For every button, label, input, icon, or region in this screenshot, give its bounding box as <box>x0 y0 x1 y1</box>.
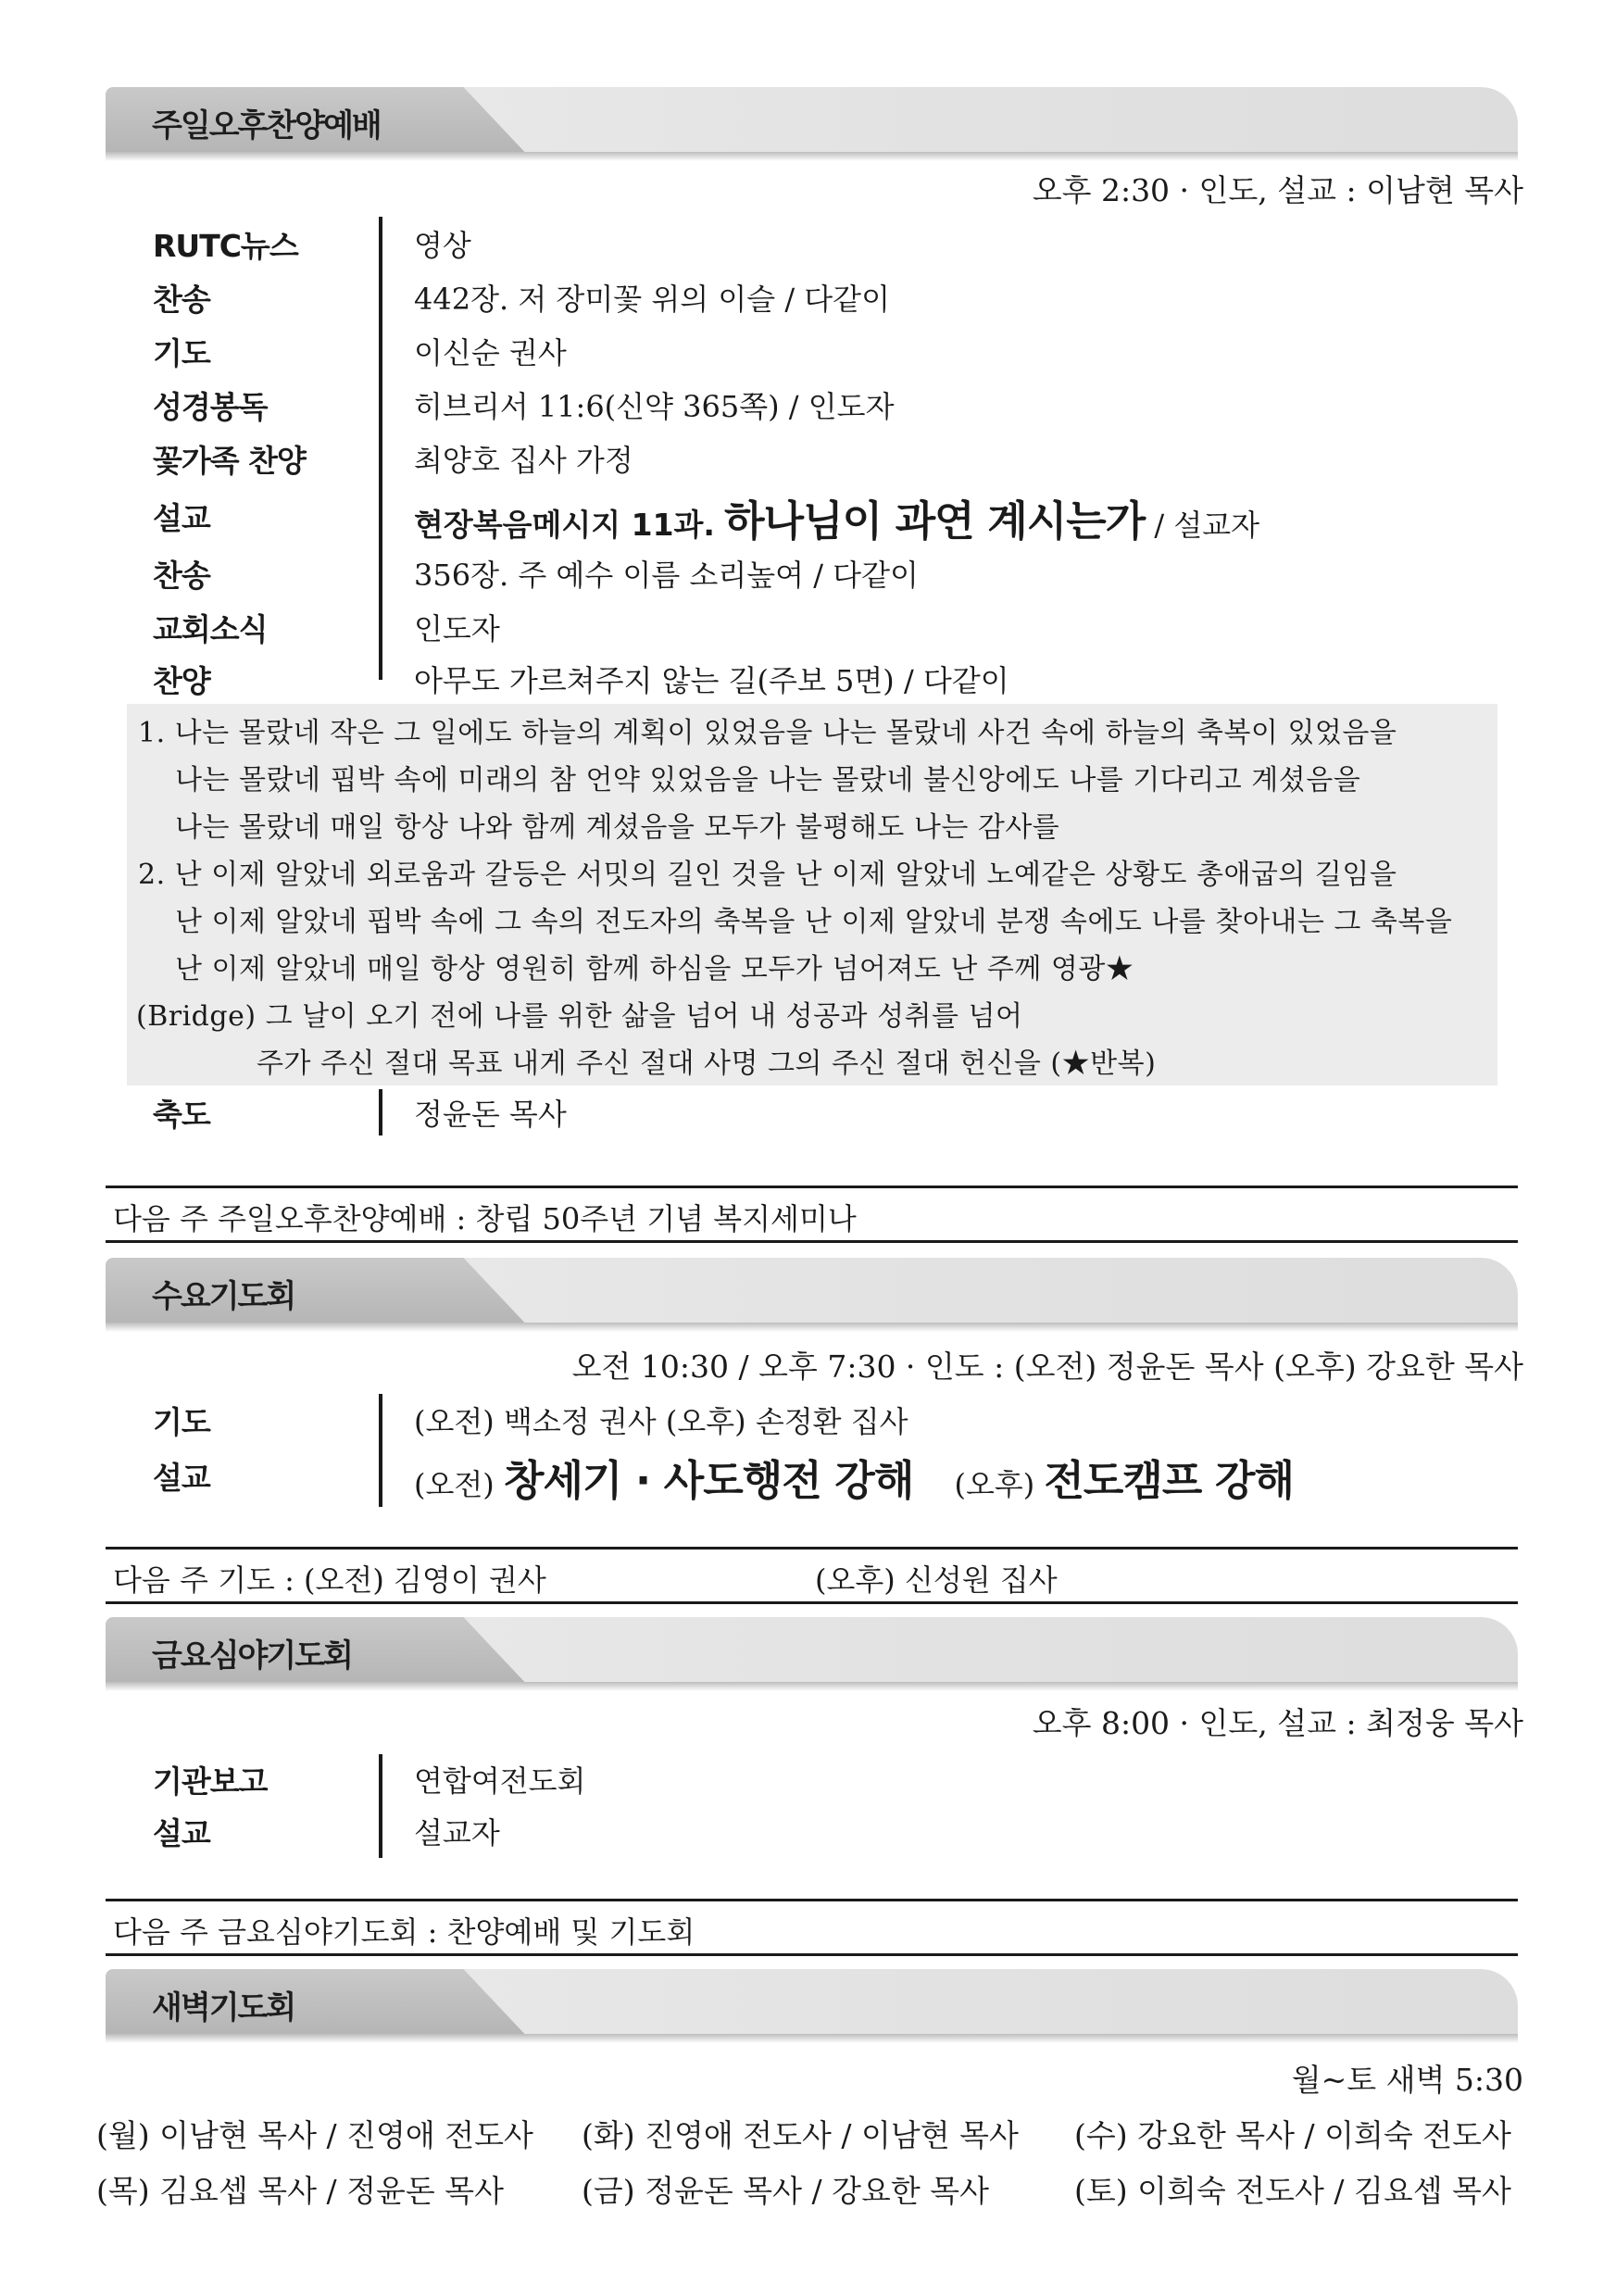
program-value: (오전) 백소정 권사 (오후) 손정환 집사 <box>414 1404 908 1439</box>
program-row <box>153 376 1505 428</box>
program-label: 꽃가족 찬양 <box>153 443 306 479</box>
program-value: 최양호 집사 가정 <box>414 443 633 478</box>
pm-sermon-title: 전도캠프 강해 <box>1044 1456 1294 1505</box>
program-value: 정윤돈 목사 <box>414 1097 567 1132</box>
dawn-entry: (목) 김요셉 목사 / 정윤돈 목사 <box>96 2173 504 2209</box>
program-label: 기도 <box>153 1404 210 1440</box>
lyrics-line: 나는 몰랐네 핍박 속에 미래의 참 언약 있었음을 나는 몰랐네 불신앙에도 나를 기다리고 계셨음을 <box>175 764 1361 797</box>
service-time: 오후 2:30 · 인도, 설교 : 이남현 목사 <box>1032 172 1523 208</box>
program-row <box>153 545 1505 596</box>
lyrics-line: 나는 몰랐네 매일 항상 나와 함께 계셨음을 모두가 불평해도 나는 감사를 <box>175 811 1060 844</box>
program-row <box>153 650 1505 702</box>
section-header-dawn <box>106 1969 1518 2041</box>
program-label: 찬양 <box>153 663 210 699</box>
section-title: 새벽기도회 <box>152 1989 295 2026</box>
next-week-notice <box>106 1547 1518 1604</box>
am-tag: (오전) <box>414 1467 495 1502</box>
program-row <box>153 1447 1505 1505</box>
service-time: 오후 8:00 · 인도, 설교 : 최정웅 목사 <box>1032 1705 1523 1741</box>
notice-text: 다음 주 기도 : (오전) 김영이 권사 <box>113 1562 546 1598</box>
program-label: 설교 <box>153 500 210 536</box>
program-label: 설교 <box>153 1460 210 1496</box>
service-time: 오전 10:30 / 오후 7:30 · 인도 : (오전) 정윤돈 목사 (오후) 강요한 목사 <box>571 1349 1523 1385</box>
program-row <box>153 215 1505 267</box>
program-row <box>153 322 1505 374</box>
lyrics-line: (Bridge) 그 날이 오기 전에 나를 위한 삶을 넘어 내 성공과 성취를 넘어 <box>136 1000 1023 1033</box>
program-value: 아무도 가르쳐주지 않는 길(주보 5면) / 다같이 <box>414 663 1009 698</box>
program-row <box>153 1391 1505 1443</box>
program-label: RUTC뉴스 <box>153 228 298 264</box>
dawn-entry: (월) 이남현 목사 / 진영애 전도사 <box>96 2117 533 2153</box>
benediction-row <box>153 1084 1505 1135</box>
program-value: 히브리서 11:6(신약 365쪽) / 인도자 <box>414 389 895 424</box>
next-week-notice <box>106 1186 1518 1243</box>
program-label: 찬송 <box>153 558 210 594</box>
section-header-friday <box>106 1617 1518 1689</box>
am-sermon-title: 창세기 · 사도행전 강해 <box>503 1456 914 1505</box>
lyrics-line: 2. 난 이제 알았네 외로움과 갈등은 서밋의 길인 것을 난 이제 알았네 노예같은 상황도 총애굽의 길임을 <box>138 859 1397 891</box>
service-time: 월~토 새벽 5:30 <box>1291 2062 1523 2098</box>
program-label: 축도 <box>153 1097 210 1133</box>
section-title: 주일오후찬양예배 <box>152 107 381 144</box>
sermon-title: 하나님이 과연 계시는가 <box>724 496 1146 546</box>
pm-tag: (오후) <box>954 1467 1035 1502</box>
lyrics-box <box>127 704 1497 1085</box>
program-row <box>153 598 1505 650</box>
lyrics-line: 난 이제 알았네 매일 항상 영원히 함께 하심을 모두가 넘어져도 난 주께 영광★ <box>175 953 1134 985</box>
section-title: 금요심야기도회 <box>152 1637 352 1675</box>
program-label: 설교 <box>153 1815 210 1851</box>
program-label: 교회소식 <box>153 611 268 647</box>
program-label: 찬송 <box>153 282 210 318</box>
dawn-entry: (수) 강요한 목사 / 이희숙 전도사 <box>1074 2117 1511 2153</box>
notice-text: (오후) 신성원 집사 <box>815 1562 1058 1598</box>
dawn-entry: (금) 정윤돈 목사 / 강요한 목사 <box>582 2173 989 2209</box>
dawn-entry: (토) 이희숙 전도사 / 김요셉 목사 <box>1074 2173 1511 2209</box>
sermon-series: 현장복음메시지 11과. <box>414 507 715 543</box>
program-row <box>153 269 1505 320</box>
section-title: 수요기도회 <box>152 1278 295 1315</box>
program-value: 연합여전도회 <box>414 1763 586 1799</box>
program-value: 인도자 <box>414 611 500 646</box>
program-label: 기관보고 <box>153 1763 268 1800</box>
program-label: 기도 <box>153 335 210 371</box>
dawn-entry: (화) 진영애 전도사 / 이남현 목사 <box>582 2117 1019 2153</box>
sermon-suffix: / 설교자 <box>1154 508 1260 543</box>
notice-text: 다음 주 주일오후찬양예배 : 창립 50주년 기념 복지세미나 <box>113 1201 857 1236</box>
sermon-value <box>414 1447 1294 1507</box>
section-header-sunday <box>106 87 1518 159</box>
lyrics-line: 주가 주신 절대 목표 내게 주신 절대 사명 그의 주신 절대 헌신을 (★반복) <box>257 1048 1157 1080</box>
program-row <box>153 1802 1505 1854</box>
program-value: 영상 <box>414 228 471 263</box>
sermon-value <box>414 487 1259 547</box>
program-row <box>153 487 1505 546</box>
lyrics-line: 난 이제 알았네 핍박 속에 그 속의 전도자의 축복을 난 이제 알았네 분쟁 속에도 나를 찾아내는 그 축복을 <box>175 906 1453 938</box>
program-value: 356장. 주 예수 이름 소리높여 / 다같이 <box>414 558 919 593</box>
next-week-notice <box>106 1899 1518 1956</box>
program-value: 442장. 저 장미꽃 위의 이슬 / 다같이 <box>414 282 891 317</box>
program-value: 설교자 <box>414 1815 500 1851</box>
program-label: 성경봉독 <box>153 389 268 425</box>
program-value: 이신순 권사 <box>414 335 567 370</box>
section-header-wednesday <box>106 1258 1518 1330</box>
program-row <box>153 1750 1505 1802</box>
lyrics-line: 1. 나는 몰랐네 작은 그 일에도 하늘의 계획이 있었음을 나는 몰랐네 사건 속에 하늘의 축복이 있었음을 <box>138 717 1397 749</box>
program-row <box>153 430 1505 482</box>
notice-text: 다음 주 금요심야기도회 : 찬양예배 및 기도회 <box>113 1914 695 1950</box>
